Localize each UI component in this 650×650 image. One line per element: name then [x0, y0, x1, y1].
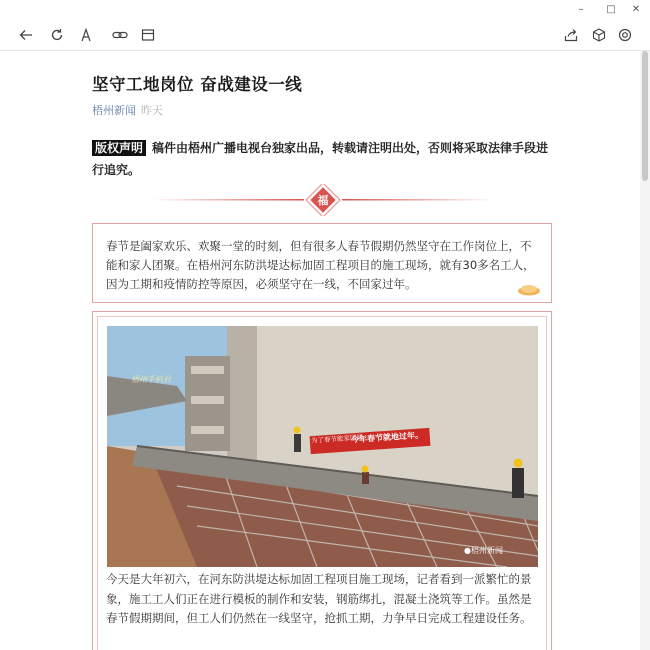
close-button[interactable]: ✕	[631, 4, 641, 15]
article-time: 昨天	[141, 104, 163, 117]
copyright-text: 稿件由梧州广播电视台独家出品，转载请注明出处，否则将采取法律手段进行追究。	[92, 141, 549, 177]
scrollbar[interactable]	[640, 51, 650, 650]
copyright-notice	[92, 137, 554, 181]
photo-caption: 今天是大年初六，在河东防洪堤达标加固工程项目施工现场，记者看到一派繁忙的景象，施工工人们正在进行模板的制作和安装，钢筋绑扎，混凝土浇筑等工作。虽然是春节假期期间，但工人们仍然在一线坚守，抢抓工期，力争早日完成工程建设任务。	[106, 572, 532, 625]
photo-banner-big: 今年春节就地过年。	[350, 430, 424, 445]
intro-box	[92, 223, 552, 303]
photo-logo-text: 梧州手机台	[131, 375, 171, 384]
copyright-badge: 版权声明	[92, 140, 146, 156]
fu-character: 福	[317, 194, 329, 207]
construction-photo[interactable]	[107, 326, 538, 567]
minimize-button[interactable]: –	[578, 4, 584, 15]
article-title: 坚守工地岗位 奋战建设一线	[92, 75, 303, 94]
cube-icon[interactable]	[590, 26, 608, 44]
refresh-icon[interactable]	[48, 26, 66, 44]
settings-icon[interactable]	[616, 26, 634, 44]
font-icon[interactable]	[77, 26, 95, 44]
photo-banner-small: 为了春节能家团圆	[310, 433, 364, 445]
toolbar	[0, 20, 650, 51]
photo-card	[92, 311, 552, 650]
back-icon[interactable]	[17, 26, 35, 44]
wechat-icon: ●	[464, 546, 471, 555]
maximize-button[interactable]: □	[606, 4, 616, 15]
article-content[interactable]	[0, 51, 640, 650]
window-titlebar	[0, 0, 650, 20]
fu-divider	[92, 184, 554, 216]
layout-icon[interactable]	[139, 26, 157, 44]
article-source[interactable]: 梧州新闻	[92, 104, 136, 117]
link-icon[interactable]	[111, 26, 129, 44]
scrollbar-thumb[interactable]	[642, 51, 648, 181]
share-icon[interactable]	[562, 26, 580, 44]
intro-text: 春节是阖家欢乐、欢聚一堂的时刻，但有很多人春节假期仍然坚守在工作岗位上，不能和家人团聚。在梧州河东防洪堤达标加固工程项目的施工现场，就有30多名工人，因为工期和疫情防控等原因，必须坚守在一线，不回家过年。	[106, 239, 535, 291]
dumpling-icon	[517, 282, 541, 296]
photo-watermark: ●梧州新闻	[464, 546, 503, 555]
